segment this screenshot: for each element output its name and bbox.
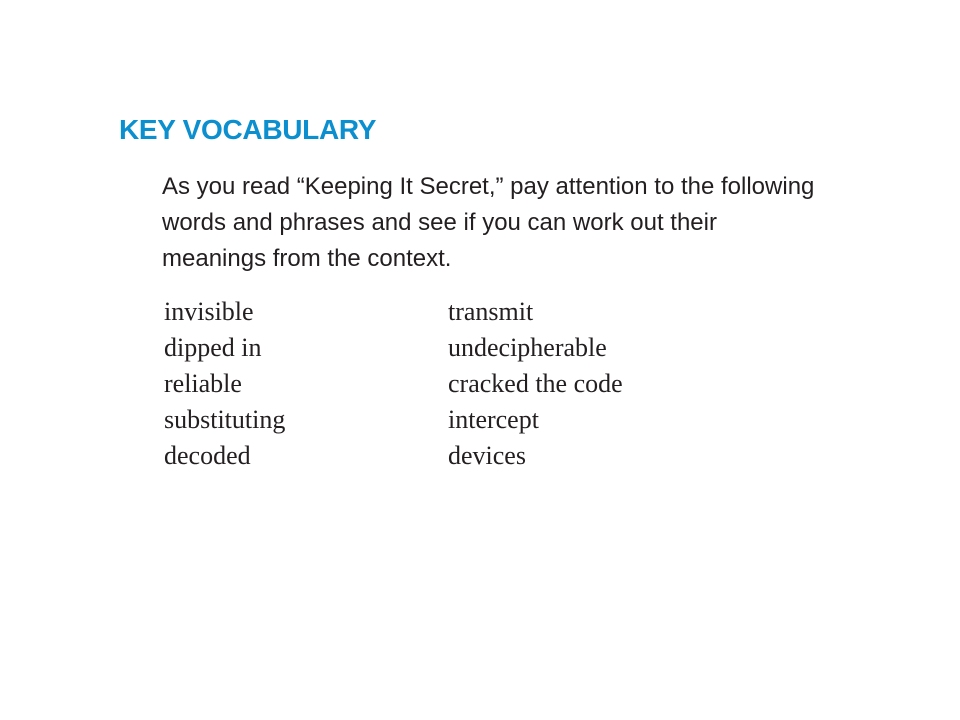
vocabulary-column-right [448, 294, 623, 474]
key-vocabulary-heading: KEY VOCABULARY [119, 114, 377, 145]
vocab-word: transmit [448, 297, 534, 326]
vocab-word: devices [448, 441, 526, 470]
vocab-word: undecipherable [448, 333, 607, 362]
vocab-word: invisible [164, 297, 254, 326]
vocab-word: intercept [448, 405, 539, 434]
vocab-word: dipped in [164, 333, 262, 362]
vocab-word: cracked the code [448, 369, 623, 398]
intro-paragraph: As you read “Keeping It Secret,” pay attention to the following words and phrases and see if you can work out their meanings from the context. [162, 173, 815, 272]
vocabulary-column-left [164, 294, 285, 474]
vocab-word: substituting [164, 405, 286, 434]
vocab-word: reliable [164, 369, 242, 398]
vocab-word: decoded [164, 441, 251, 470]
